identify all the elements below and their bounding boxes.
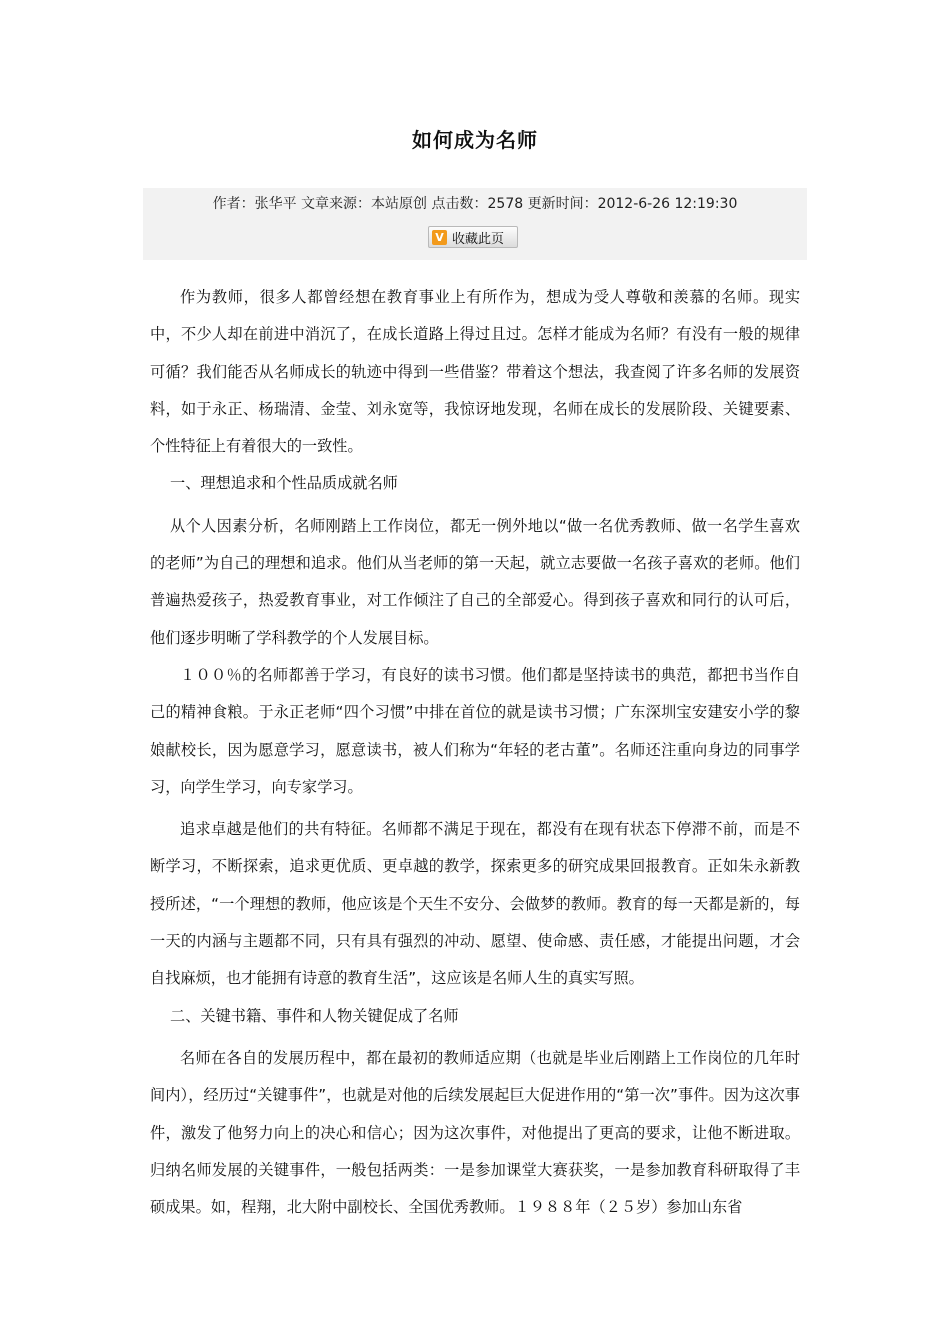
v-logo-icon: V <box>432 230 447 245</box>
section-heading: 一、理想追求和个性品质成就名师 <box>170 474 398 493</box>
page-title: 如何成为名师 <box>412 128 538 152</box>
bookmark-page-button[interactable] <box>428 226 518 248</box>
bookmark-page-label: 收藏此页 <box>452 231 505 247</box>
paragraph: １００％的名师都善于学习，有良好的读书习惯。他们都是坚持读书的典范，都把书当作自己的精神食粮。于永正老师“四个习惯”中排在首位的就是读书习惯；广东深圳宝安建安小学的黎娘献校长，因为愿意学习，愿意读书，被人们称为“年轻的老古董”。名师还注重向身边的同事学习，向学生学习，向专家学习。 <box>150 665 800 796</box>
article-body <box>150 279 800 1226</box>
paragraph: 从个人因素分析，名师刚踏上工作岗位，都无一例外地以“做一名优秀教师、做一名学生喜欢的老师”为自己的理想和追求。他们从当老师的第一天起，就立志要做一名孩子喜欢的老师。他们普遍热爱孩子，热爱教育事业，对工作倾注了自己的全部爱心。得到孩子喜欢和同行的认可后，他们逐步明晰了学科教学的个人发展目标。 <box>150 516 800 647</box>
article-meta-panel <box>143 188 807 260</box>
paragraph: 追求卓越是他们的共有特征。名师都不满足于现在，都没有在现有状态下停滞不前，而是不断学习，不断探索，追求更优质、更卓越的教学，探索更多的研究成果回报教育。正如朱永新教授所述，“一个理想的教师，他应该是个天生不安分、会做梦的教师。教育的每一天都是新的，每一天的内涵与主题都不同，只有具有强烈的冲动、愿望、使命感、责任感，才能提出问题，才会自找麻烦，也才能拥有诗意的教育生活”，这应该是名师人生的真实写照。 <box>150 820 800 988</box>
paragraph: 作为教师，很多人都曾经想在教育事业上有所作为，想成为受人尊敬和羡慕的名师。现实中，不少人却在前进中消沉了，在成长道路上得过且过。怎样才能成为名师？有没有一般的规律可循？我们能否从名师成长的轨迹中得到一些借鉴？带着这个想法，我查阅了许多名师的发展资料，如于永正、杨瑞清、金莹、刘永宽等，我惊讶地发现，名师在成长的发展阶段、关键要素、个性特征上有着很大的一致性。 <box>150 288 800 456</box>
paragraph: 名师在各自的发展历程中，都在最初的教师适应期（也就是毕业后刚踏上工作岗位的几年时间内），经历过“关键事件”，也就是对他的后续发展起巨大促进作用的“第一次”事件。因为这次事件，激发了他努力向上的决心和信心；因为这次事件，对他提出了更高的要求，让他不断进取。归纳名师发展的关键事件，一般包括两类：一是参加课堂大赛获奖，一是参加教育科研取得了丰硕成果。如，程翔，北大附中副校长、全国优秀教师。１９８８年（２５岁）参加山东省 <box>150 1048 800 1217</box>
section-heading: 二、关键书籍、事件和人物关键促成了名师 <box>170 1006 459 1025</box>
article-meta-line: 作者：张华平 文章来源：本站原创 点击数：2578 更新时间：2012-6-26 12:19:30 <box>212 196 738 212</box>
